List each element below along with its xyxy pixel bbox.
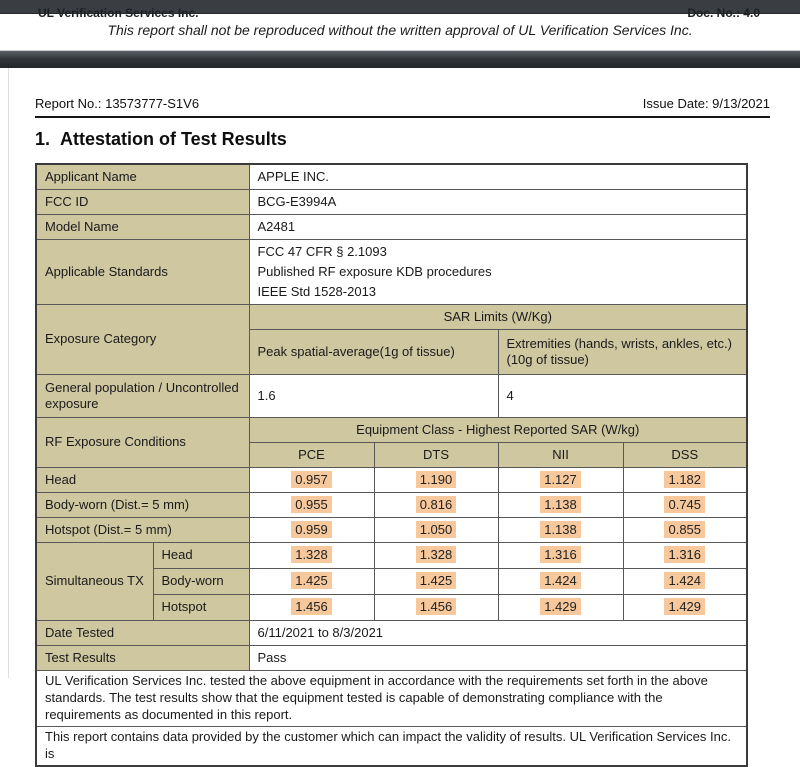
standard-line: FCC 47 CFR § 2.1093 [257,244,387,259]
test-results-label: Test Results [36,646,249,671]
highlighted-value: 1.050 [416,521,457,538]
fcc-id-label: FCC ID [36,190,249,215]
sim-head-label: Head [153,543,249,569]
sar-value [249,569,374,595]
peak-spatial-average-header: Peak spatial-average(1g of tissue) [249,330,498,375]
section-title: Attestation of Test Results [60,129,287,149]
date-tested-value: 6/11/2021 to 8/3/2021 [249,621,747,646]
customer-data-statement: This report contains data provided by the customer which can impact the validity of results. UL Verification Services Inc. is [36,727,747,766]
sar-value [623,468,747,493]
sar-limits-header: SAR Limits (W/Kg) [249,305,747,330]
report-meta-row [35,96,770,116]
body-worn-row-label: Body-worn (Dist.= 5 mm) [36,493,249,518]
table-row [36,375,747,418]
sar-value [498,595,623,621]
column-header-pce: PCE [249,443,374,468]
sar-value [249,543,374,569]
highlighted-value: 1.425 [416,572,457,589]
standard-line: Published RF exposure KDB procedures [257,264,492,280]
column-header-nii: NII [498,443,623,468]
table-row [36,215,747,240]
table-row [36,518,747,543]
highlighted-value: 1.138 [540,496,581,513]
table-row [36,671,747,727]
equipment-class-header: Equipment Class - Highest Reported SAR (W/kg) [249,418,747,443]
meta-divider-rule [35,116,770,118]
table-row [36,240,747,305]
extremities-header-line: (10g of tissue) [506,352,589,368]
date-tested-label: Date Tested [36,621,249,646]
limit-extremities-value: 4 [498,375,747,418]
highlighted-value: 1.316 [664,546,705,563]
hotspot-row-label: Hotspot (Dist.= 5 mm) [36,518,249,543]
head-row-label: Head [36,468,249,493]
highlighted-value: 1.429 [540,598,581,615]
limit-peak-value: 1.6 [249,375,498,418]
sim-body-worn-label: Body-worn [153,569,249,595]
sar-value [623,518,747,543]
table-row [36,621,747,646]
sar-value [374,543,498,569]
header-doc-number: Doc. No.: 4.0 [687,6,760,20]
table-row [36,190,747,215]
highlighted-value: 1.328 [416,546,457,563]
issue-date: Issue Date: 9/13/2021 [642,96,770,111]
attestation-table [35,163,748,767]
highlighted-value: 0.816 [416,496,457,513]
highlighted-value: 1.328 [291,546,332,563]
sar-value [249,595,374,621]
highlighted-value: 1.424 [664,572,705,589]
highlighted-value: 0.957 [291,471,332,488]
reproduction-disclaimer: This report shall not be reproduced without the written approval of UL Verification Services Inc. [107,22,693,38]
highlighted-value: 1.429 [664,598,705,615]
table-row [36,305,747,330]
clipped-page-header-bar [0,0,800,20]
fcc-id-value: BCG-E3994A [249,190,747,215]
model-name-value: A2481 [249,215,747,240]
highlighted-value: 1.456 [416,598,457,615]
table-row [36,727,747,766]
sar-value [249,493,374,518]
sar-value [249,518,374,543]
highlighted-value: 0.745 [664,496,705,513]
sar-value [498,518,623,543]
applicant-name-value: APPLE INC. [249,164,747,190]
table-row [36,646,747,671]
highlighted-value: 1.425 [291,572,332,589]
highlighted-value: 0.855 [664,521,705,538]
highlighted-value: 0.959 [291,521,332,538]
highlighted-value: 1.316 [540,546,581,563]
model-name-label: Model Name [36,215,249,240]
test-results-value: Pass [249,646,747,671]
applicant-name-label: Applicant Name [36,164,249,190]
table-row [36,164,747,190]
column-header-dss: DSS [623,443,747,468]
attestation-statement: UL Verification Services Inc. tested the above equipment in accordance with the requirements set forth in the above standards. The test results show that the equipment tested is capable of demonstrating compliance with the requirements as documented in this report. [36,671,747,727]
sar-value [374,468,498,493]
table-row [36,493,747,518]
highlighted-value: 1.182 [664,471,705,488]
sar-value [623,493,747,518]
highlighted-value: 0.955 [291,496,332,513]
sar-value [623,543,747,569]
rf-exposure-conditions-label: RF Exposure Conditions [36,418,249,468]
section-heading [35,129,770,150]
sar-value [374,569,498,595]
clipped-header-text-row [0,6,800,20]
standard-line: IEEE Std 1528-2013 [257,284,377,300]
extremities-header [498,330,747,375]
highlighted-value: 1.424 [540,572,581,589]
page-edge-line [8,68,9,678]
sar-value [498,493,623,518]
highlighted-value: 1.127 [540,471,581,488]
extremities-header-line: Extremities (hands, wrists, ankles, etc.) [506,335,732,351]
exposure-category-label: Exposure Category [36,305,249,375]
simultaneous-tx-label: Simultaneous TX [36,543,153,621]
table-row [36,543,747,569]
sim-hotspot-label: Hotspot [153,595,249,621]
sar-value [498,543,623,569]
general-population-label: General population / Uncontrolled exposure [36,375,249,418]
highlighted-value: 1.456 [291,598,332,615]
page-content [0,68,800,767]
sar-value [623,595,747,621]
report-number: Report No.: 13573777-S1V6 [35,96,200,111]
table-row [36,468,747,493]
sar-value [249,468,374,493]
sar-value [623,569,747,595]
highlighted-value: 1.138 [540,521,581,538]
column-header-dts: DTS [374,443,498,468]
sar-value [374,595,498,621]
table-row [36,418,747,443]
sar-value [374,493,498,518]
page-separator-bar [0,50,800,68]
sar-value [498,569,623,595]
sar-value [374,518,498,543]
applicable-standards-label: Applicable Standards [36,240,249,305]
section-number: 1. [35,129,51,149]
header-company-name: UL Verification Services Inc. [38,6,199,20]
sar-value [498,468,623,493]
applicable-standards-value [249,240,747,305]
highlighted-value: 1.190 [416,471,457,488]
